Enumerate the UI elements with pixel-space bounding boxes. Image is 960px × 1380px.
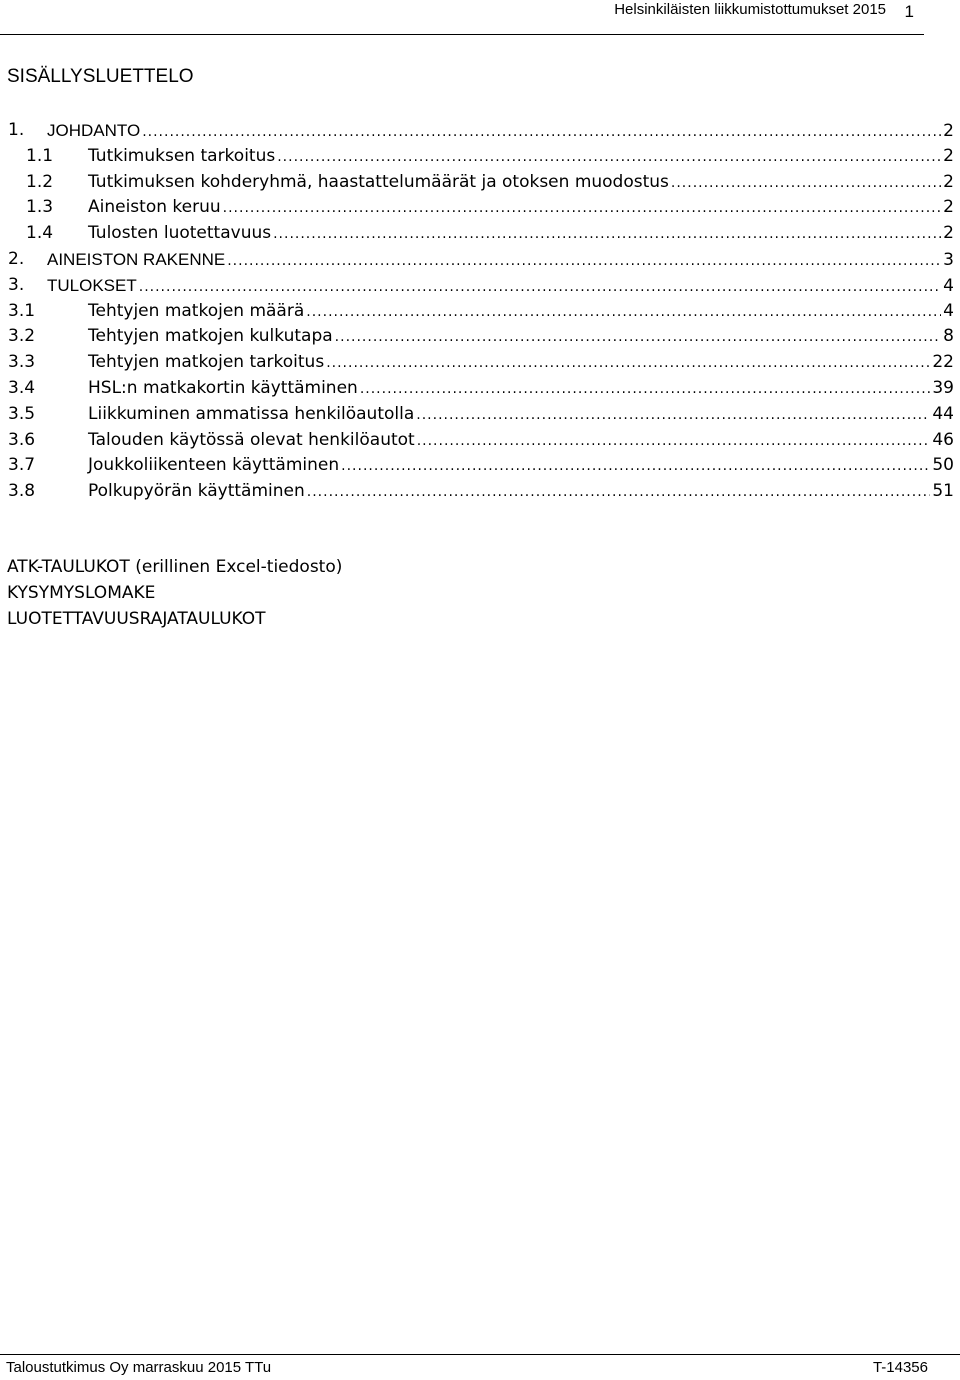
toc-leader-dots	[326, 351, 930, 377]
toc-leader-dots	[277, 145, 941, 171]
toc-entry-page: 8	[943, 326, 954, 347]
toc-leader-dots	[223, 196, 942, 222]
table-of-contents	[0, 118, 960, 505]
toc-entry-page: 2	[943, 223, 954, 244]
toc-leader-dots	[142, 120, 941, 146]
toc-entry-page: 39	[932, 377, 954, 398]
toc-entry-page: 4	[943, 275, 954, 296]
toc-entry-page: 2	[943, 145, 954, 166]
footer-document-id: T-14356	[872, 1359, 928, 1376]
toc-entry-number: 3.4	[8, 377, 36, 398]
toc-entry[interactable]	[0, 247, 960, 273]
toc-entry-number: 1.3	[26, 197, 54, 218]
toc-entry-number: 3.5	[8, 403, 36, 424]
toc-entry-page: 2	[943, 171, 954, 192]
toc-entry-title: Aineiston keruu	[88, 197, 221, 218]
toc-entry-page: 3	[943, 249, 954, 270]
toc-entry-title: Tutkimuksen kohderyhmä, haastattelumäärät ja otoksen muodostus	[88, 171, 669, 192]
toc-entry-number: 3.8	[8, 481, 36, 502]
toc-entry-title: Polkupyörän käyttäminen	[88, 481, 305, 502]
toc-entry[interactable]	[0, 118, 960, 144]
toc-entry[interactable]	[0, 479, 960, 505]
toc-entry-page: 46	[932, 429, 954, 450]
toc-entry-title: Tehtyjen matkojen kulkutapa	[88, 326, 333, 347]
toc-entry-title: AINEISTON RAKENNE	[47, 249, 226, 269]
toc-leader-dots	[307, 480, 931, 506]
header-page-number: 1	[904, 2, 914, 21]
toc-entry-number: 3.7	[8, 455, 36, 476]
toc-entry-number: 1.2	[26, 171, 54, 192]
toc-entry[interactable]	[0, 324, 960, 350]
toc-entry-title: Tehtyjen matkojen määrä	[88, 300, 305, 321]
toc-entry-number: 3.	[8, 274, 25, 295]
toc-entry[interactable]	[0, 299, 960, 325]
toc-entry-number: 1.	[8, 120, 25, 140]
toc-entry-page: 4	[943, 300, 954, 321]
toc-entry-number: 3.2	[8, 326, 36, 347]
toc-leader-dots	[306, 300, 941, 326]
toc-entry[interactable]	[0, 170, 960, 196]
appendix-item: LUOTETTAVUUSRAJATAULUKOT	[7, 609, 266, 629]
toc-entry[interactable]	[0, 195, 960, 221]
toc-entry-number: 3.3	[8, 352, 36, 373]
toc-entry-title: Tulosten luotettavuus	[88, 223, 272, 244]
toc-leader-dots	[360, 377, 931, 403]
toc-leader-dots	[227, 249, 941, 275]
toc-entry[interactable]	[0, 453, 960, 479]
toc-entry-page: 22	[932, 352, 954, 373]
appendix-item: ATK-TAULUKOT (erillinen Excel-tiedosto)	[7, 557, 343, 577]
toc-entry-number: 1.1	[26, 145, 54, 166]
toc-entry[interactable]	[0, 428, 960, 454]
toc-entry-number: 3.1	[8, 300, 36, 321]
appendix-item: KYSYMYSLOMAKE	[7, 583, 156, 603]
toc-entry-title: Talouden käytössä olevat henkilöautot	[88, 429, 415, 450]
toc-entry-title: Liikkuminen ammatissa henkilöautolla	[88, 403, 415, 424]
toc-entry-title: TULOKSET	[47, 275, 137, 295]
toc-entry-page: 44	[932, 403, 954, 424]
toc-entry[interactable]	[0, 402, 960, 428]
toc-entry-title: HSL:n matkakortin käyttäminen	[88, 377, 358, 398]
header-title: Helsinkiläisten liikkumistottumukset 2015	[614, 1, 886, 18]
toc-leader-dots	[273, 222, 941, 248]
toc-entry-page: 2	[943, 197, 954, 218]
toc-leader-dots	[341, 454, 930, 480]
toc-entry-page: 50	[932, 455, 954, 476]
toc-leader-dots	[416, 403, 930, 429]
footer-left: Taloustutkimus Oy marraskuu 2015 TTu	[6, 1359, 272, 1376]
toc-entry-page: 51	[932, 481, 954, 502]
toc-leader-dots	[335, 325, 942, 351]
toc-entry[interactable]	[0, 221, 960, 247]
toc-heading: SISÄLLYSLUETTELO	[7, 66, 194, 87]
toc-entry[interactable]	[0, 376, 960, 402]
page-header	[0, 0, 924, 35]
toc-entry-number: 2.	[8, 248, 25, 269]
page-footer	[0, 1354, 960, 1380]
appendix-list	[7, 554, 342, 632]
toc-entry[interactable]	[0, 273, 960, 299]
toc-entry-title: Tehtyjen matkojen tarkoitus	[88, 352, 325, 373]
toc-entry-number: 3.6	[8, 429, 36, 450]
toc-entry-title: JOHDANTO	[47, 121, 141, 140]
toc-entry-number: 1.4	[26, 223, 54, 244]
toc-leader-dots	[139, 275, 941, 301]
toc-leader-dots	[417, 429, 931, 455]
toc-entry[interactable]	[0, 144, 960, 170]
toc-entry[interactable]	[0, 350, 960, 376]
toc-leader-dots	[671, 171, 941, 197]
toc-entry-page: 2	[943, 121, 954, 141]
toc-entry-title: Tutkimuksen tarkoitus	[88, 145, 276, 166]
toc-entry-title: Joukkoliikenteen käyttäminen	[88, 455, 340, 476]
